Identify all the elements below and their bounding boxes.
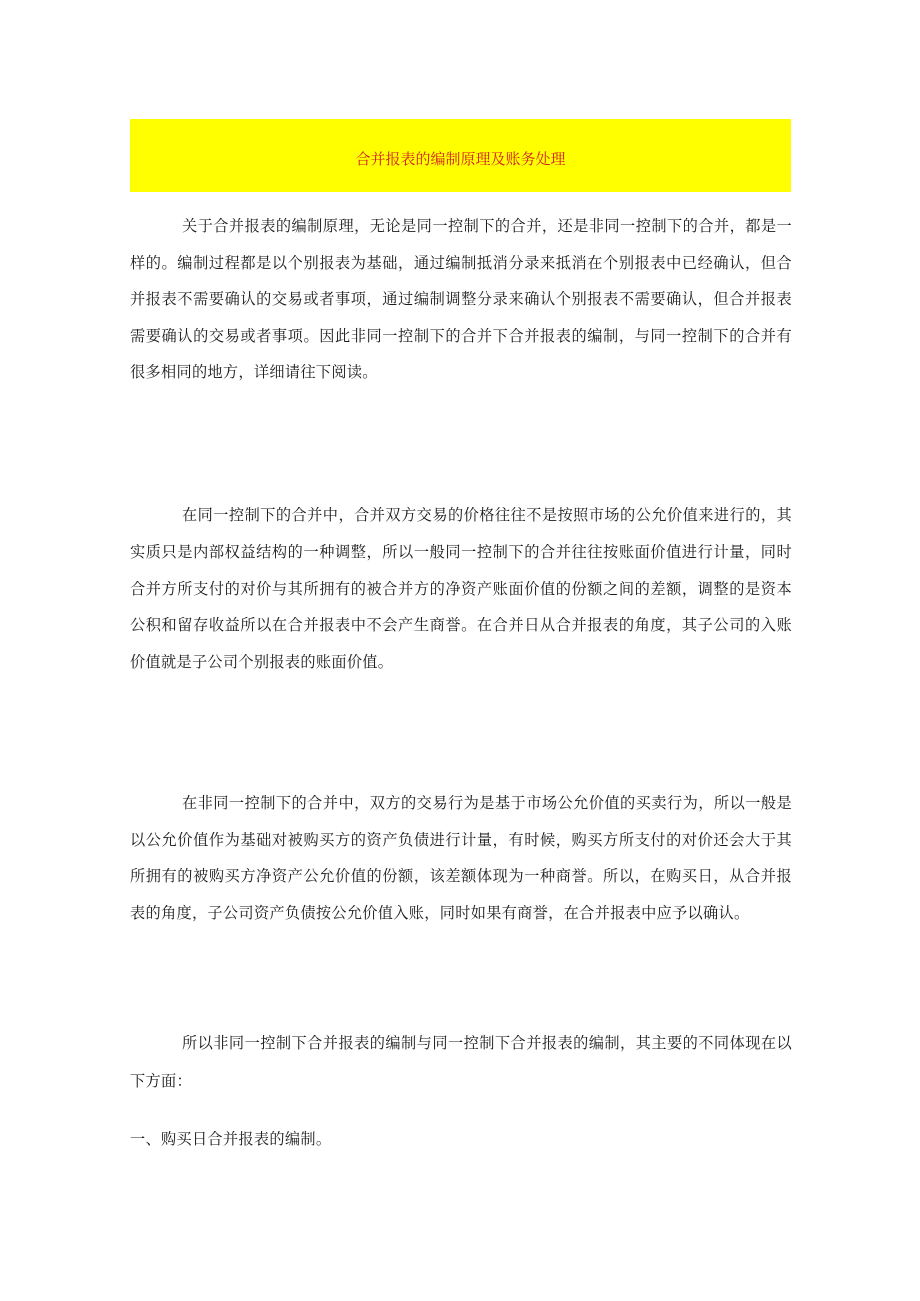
paragraph-non-same-control: 在非同一控制下的合并中，双方的交易行为是基于市场公允价值的买卖行为，所以一般是以公允价值作为基础对被购买方的资产负债进行计量，有时候，购买方所支付的对价还会大于其所拥有的被购买方净资产公允价值的份额，该差额体现为一种商誉。所以，在购买日，从合并报表的角度，子公司资产负债按公允价值入账，同时如果有商誉，在合并报表中应予以确认。 [130,794,792,922]
document-title: 合并报表的编制原理及账务处理 [355,150,566,168]
paragraph-differences: 所以非同一控制下合并报表的编制与同一控制下合并报表的编制，其主要的不同体现在以下方面： [130,1034,792,1090]
paragraph-intro: 关于合并报表的编制原理，无论是同一控制下的合并，还是非同一控制下的合并，都是一样的。编制过程都是以个别报表为基础，通过编制抵消分录来抵消在个别报表中已经确认，但合并报表不需要确认的交易或者事项，通过编制调整分录来确认个别报表不需要确认，但合并报表需要确认的交易或者事项。因此非同一控制下的合并下合并报表的编制，与同一控制下的合并有很多相同的地方，详细请往下阅读。 [130,217,792,381]
title-banner [130,119,791,192]
section-heading: 一、购买日合并报表的编制。 [130,1130,332,1148]
paragraph-same-control: 在同一控制下的合并中，合并双方交易的价格往往不是按照市场的公允价值来进行的，其实质只是内部权益结构的一种调整，所以一般同一控制下的合并往往按账面价值进行计量，同时合并方所支付的对价与其所拥有的被合并方的净资产账面价值的份额之间的差额，调整的是资本公积和留存收益所以在合并报表中不会产生商誉。在合并日从合并报表的角度，其子公司的入账价值就是子公司个别报表的账面价值。 [130,506,792,672]
